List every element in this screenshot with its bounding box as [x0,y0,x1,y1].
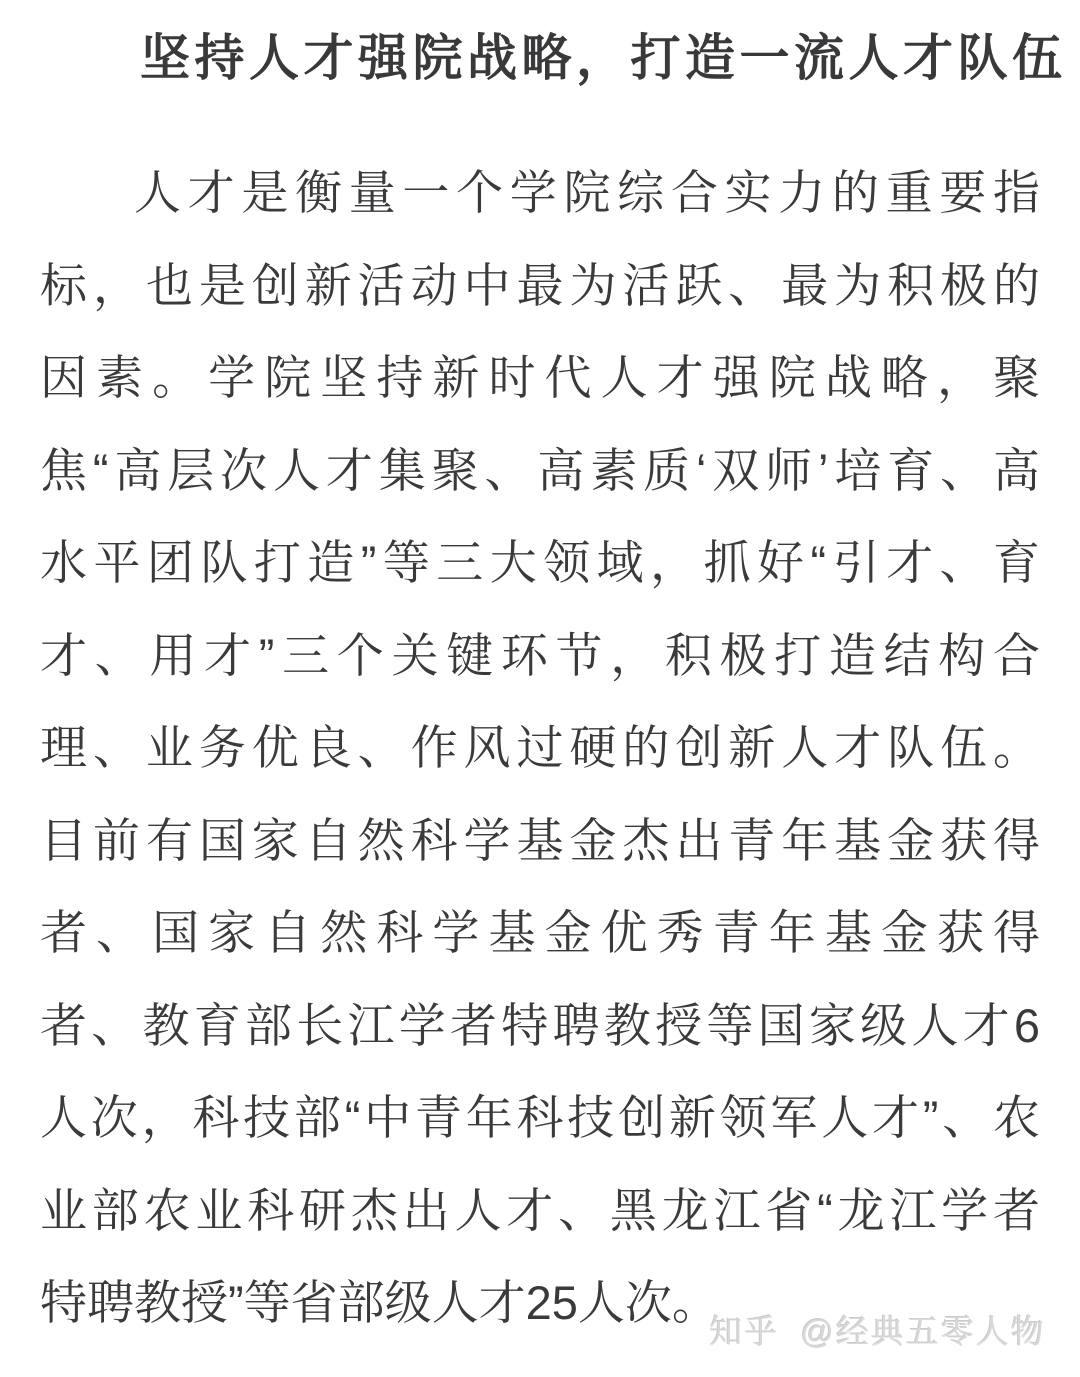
paragraph-line: 才、用才”三个关键环节，积极打造结构合 [40,628,1040,682]
paragraph-line: 水平团队打造”等三大领域，抓好“引才、育 [40,536,1040,589]
article-title: 坚持人才强院战略，打造一流人才队伍 [140,30,1067,86]
watermark [709,1306,1046,1353]
paragraph-line: 目前有国家自然科学基金杰出青年基金获得 [40,813,1040,867]
article-paragraph [40,147,1040,1350]
paragraph-line: 人次，科技部“中青年科技创新领军人才”、农 [40,1091,1040,1144]
watermark-platform: 知乎 [709,1313,780,1350]
paragraph-line: 特聘教授”等省部级人才25人次。 [40,1276,719,1329]
paragraph-line: 者、教育部长江学者特聘教授等国家级人才6 [40,998,1040,1052]
paragraph-line: 人才是衡量一个学院综合实力的重要指 [134,166,1040,219]
watermark-author: @经典五零人物 [800,1313,1046,1350]
paragraph-line: 业部农业科研杰出人才、黑龙江省“龙江学者 [40,1183,1040,1237]
paragraph-line: 焦“高层次人才集聚、高素质‘双师’培育、高 [40,443,1040,497]
paragraph-line: 者、国家自然科学基金优秀青年基金获得 [40,906,1040,959]
paragraph-line: 理、业务优良、作风过硬的创新人才队伍。 [40,721,1040,774]
paragraph-line: 因素。学院坚持新时代人才强院战略，聚 [40,351,1040,404]
paragraph-line: 标，也是创新活动中最为活跃、最为积极的 [40,258,1040,312]
